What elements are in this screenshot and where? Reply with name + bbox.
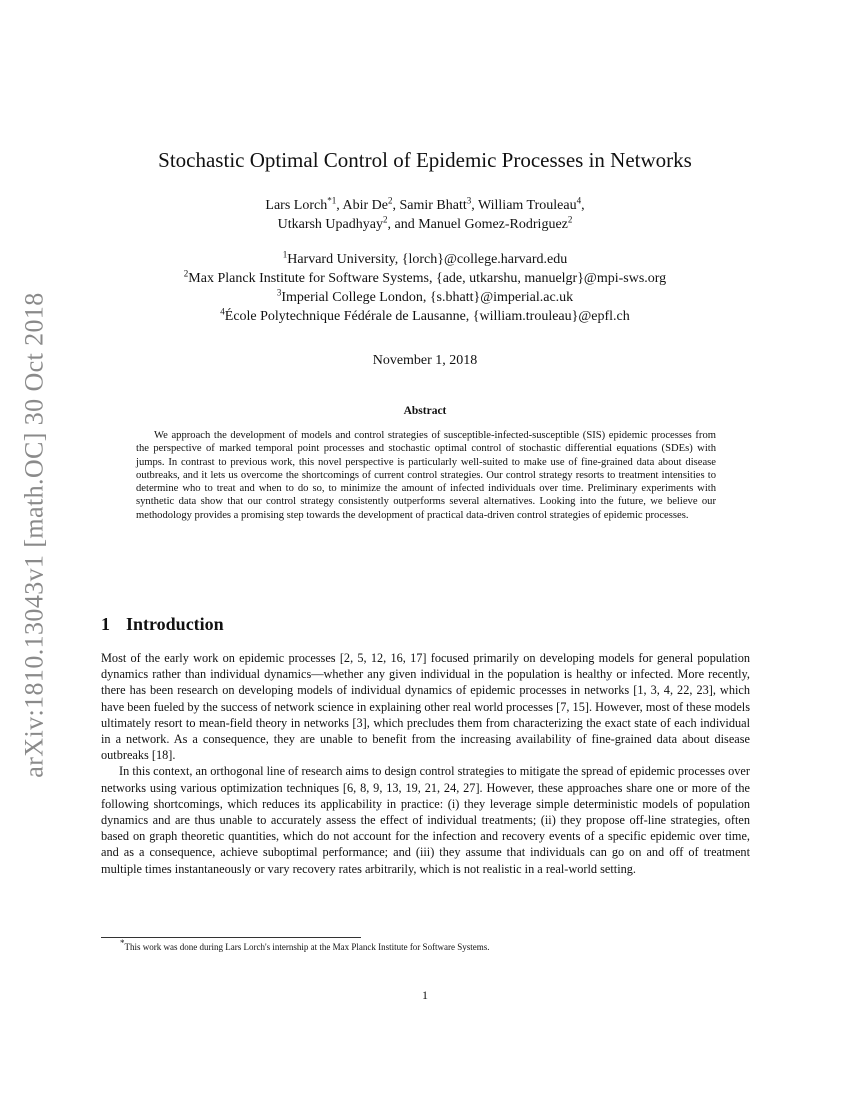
author-sup: 2 xyxy=(382,214,388,225)
author-sep: , xyxy=(336,198,343,213)
paper-title: Stochastic Optimal Control of Epidemic Processes in Networks xyxy=(158,148,692,172)
author-sup: 3 xyxy=(466,195,472,206)
affiliation-sup: 3 xyxy=(276,287,282,298)
author-sep: , xyxy=(392,198,400,213)
affiliation xyxy=(0,269,850,288)
section-title: Introduction xyxy=(126,614,224,634)
affiliation-sup: 1 xyxy=(282,249,288,260)
author-name: Utkarsh Upadhyay xyxy=(277,217,383,232)
arxiv-id: arXiv:1810.13043v1 [math.OC] 30 Oct 2018 xyxy=(20,292,50,778)
author-name: Lars Lorch xyxy=(265,198,328,213)
footnote-divider xyxy=(101,937,361,938)
section-number: 1 xyxy=(101,614,110,634)
abstract-text: We approach the development of models and control strategies of susceptible-infected-susceptible (SIS) epidemic processes from the perspective of marked temporal point processes and stochastic optimal control of stochastic differential equations (SDEs) with jumps. In contrast to previous work, this novel perspective is particularly well-suited to make use of fine-grained data about disease outbreaks, and it lets us overcome the shortcomings of current control strategies. Our control strategy resorts to treatment intensities to determine who to treat and when to do so, to minimize the amount of infected individuals over time. Preliminary experiments with synthetic data show that our control strategy consistently outperforms several alternatives. Looking into the future, we believe our methodology provides a promising step towards the development of practical data-driven control strategies of epidemic processes. xyxy=(136,430,716,521)
section-body xyxy=(101,650,750,877)
author-name: Samir Bhatt xyxy=(399,198,467,213)
abstract-heading: Abstract xyxy=(403,405,447,417)
author-sup: 2 xyxy=(567,214,573,225)
publication-date: November 1, 2018 xyxy=(372,353,478,368)
author-sep: , xyxy=(581,198,585,213)
paragraph: In this context, an orthogonal line of research aims to design control strategies to mitigate the spread of epidemic processes over networks using various optimization techniques [6, 8, 9, 13, 19, 21, 24, 27]. However, these approaches share one or more of the following shortcomings, which reduces its applicability in practice: (i) they leverage simple deterministic models of population dynamics and are thus unable to accurately assess the effect of individual treatments; (ii) they propose off-line strategies, often based on graph theoretic quantities, which do not account for the infection and recovery events of a specific epidemic over time, and as a consequence, achieve suboptimal performance; and (iii) they assume that individuals can go on and off of treatment multiple times instantaneously or vary recovery rates arbitrarily, which is not realistic in a real-world setting. xyxy=(101,764,750,876)
author-sup: 4 xyxy=(576,195,582,206)
author-name: Abir De xyxy=(342,198,388,213)
author-sup: *1 xyxy=(327,195,337,206)
author-sup: 2 xyxy=(387,195,393,206)
affiliation-text: Harvard University, {lorch}@college.harvard.edu xyxy=(287,252,568,267)
affiliation-sup: 2 xyxy=(183,268,189,279)
affiliation-text: Max Planck Institute for Software Systems, {ade, utkarshu, manuelgr}@mpi-sws.org xyxy=(188,271,667,286)
author-name: William Trouleau xyxy=(477,198,577,213)
paragraph: Most of the early work on epidemic processes [2, 5, 12, 16, 17] focused primarily on developing models for general population dynamics rather than individual dynamics—whether any given individual in the population is healthy or infected. More recently, there has been research on developing models of individual dynamics of epidemic processes in networks [1, 3, 4, 22, 23], which have been fueled by the success of network science in explaining other real world processes [7, 15]. However, most of these models ultimately resort to mean-field theory in networks [3], which precludes them from characterizing the exact state of each individual in a network. As a consequence, they are unable to benefit from the increasing availability of fine-grained data about disease outbreaks [18]. xyxy=(101,651,750,763)
affiliation xyxy=(0,250,850,269)
footnote-mark: * xyxy=(120,938,125,948)
author-sep: , xyxy=(471,198,478,213)
affiliation-text: Imperial College London, {s.bhatt}@imperial.ac.uk xyxy=(281,290,574,305)
affiliation-text: École Polytechnique Fédérale de Lausanne, {william.trouleau}@epfl.ch xyxy=(224,309,630,324)
affiliation xyxy=(0,288,850,307)
author-sep: , and xyxy=(387,217,419,232)
affiliation-list xyxy=(0,250,850,326)
affiliation xyxy=(0,307,850,326)
footnote xyxy=(120,938,750,952)
page-number: 1 xyxy=(422,988,428,1002)
footnote-text: This work was done during Lars Lorch's internship at the Max Planck Institute for Software Systems. xyxy=(124,942,490,952)
affiliation-sup: 4 xyxy=(220,306,225,317)
author-list xyxy=(0,196,850,234)
author-name: Manuel Gomez-Rodriguez xyxy=(418,217,568,232)
section-heading xyxy=(101,614,224,635)
